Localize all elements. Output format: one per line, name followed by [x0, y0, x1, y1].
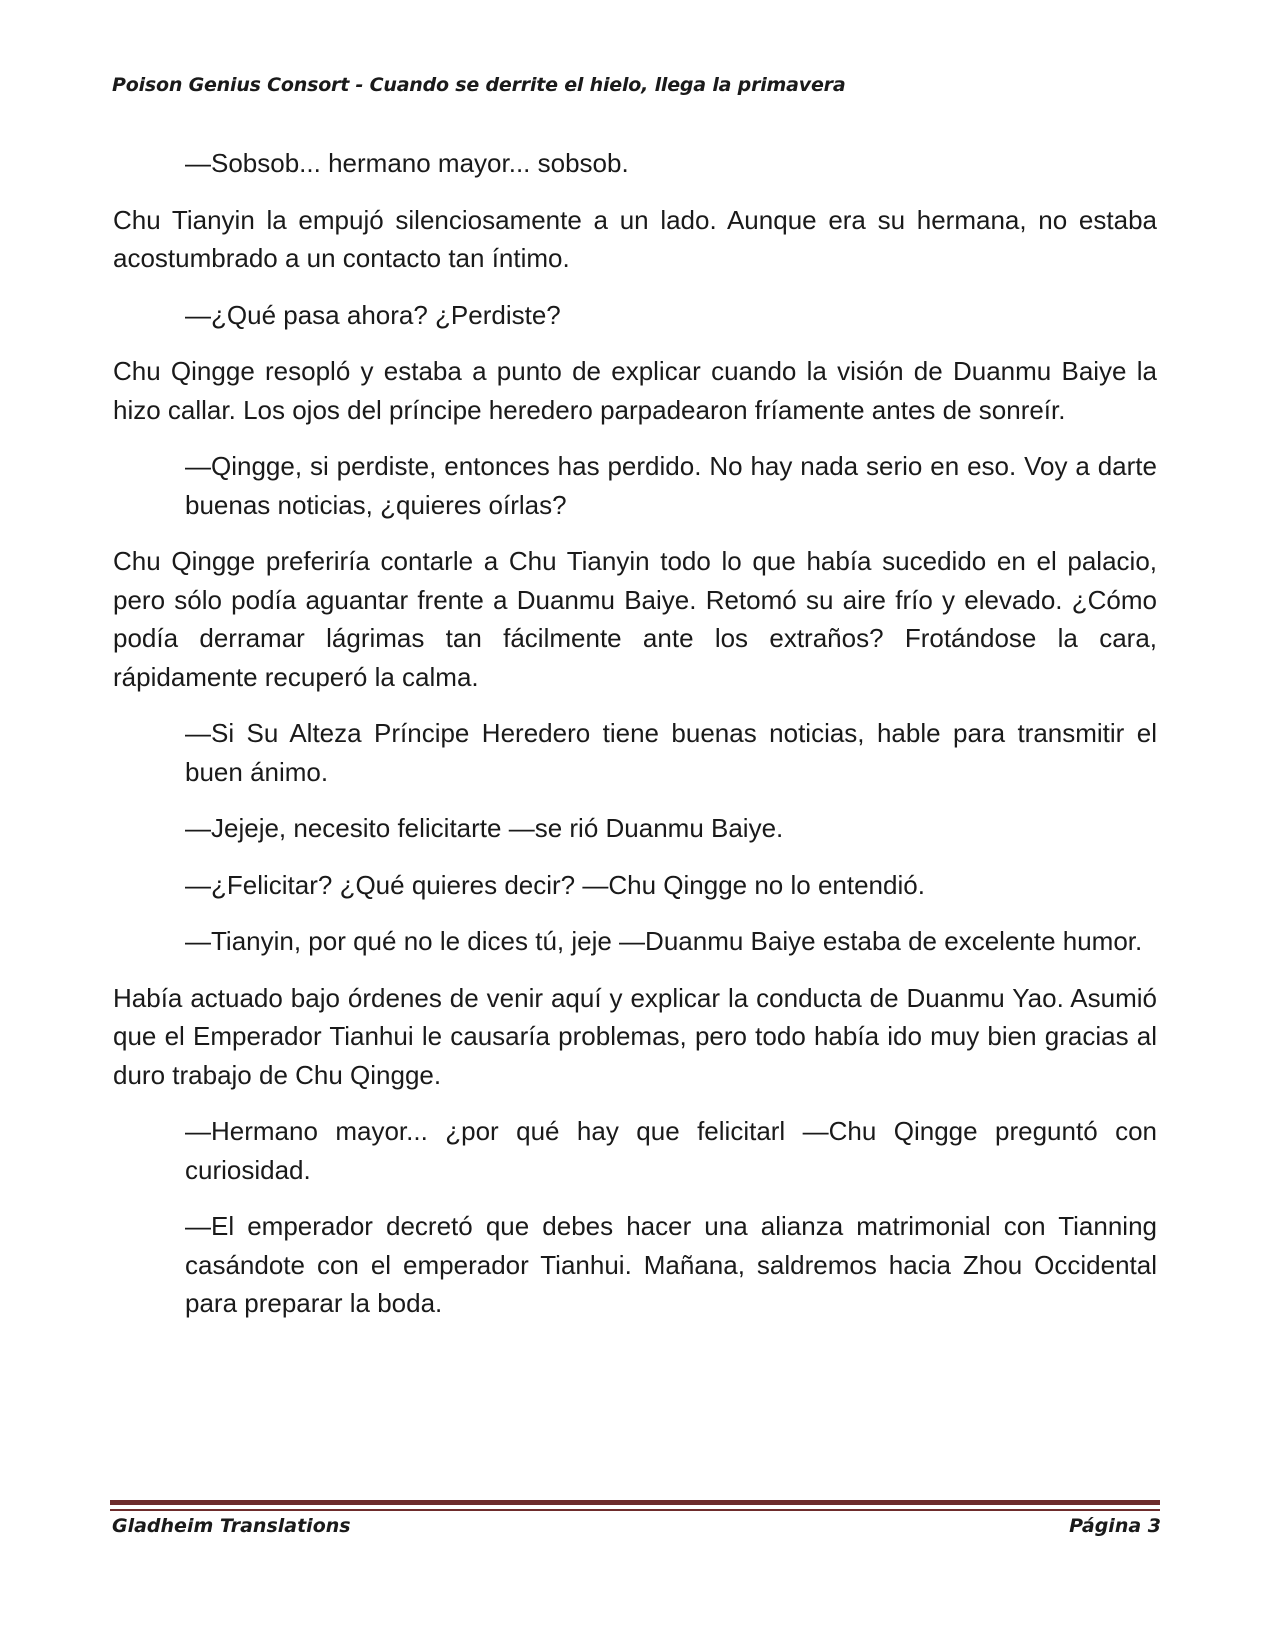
dialogue-paragraph: —El emperador decretó que debes hacer una alianza matrimonial con Tianning casándote con el emperador Tianhui. Mañana, saldremos hacia Zhou Occidental para preparar la boda. [185, 1211, 1157, 1318]
running-header: Poison Genius Consort - Cuando se derrite el hielo, llega la primavera [112, 74, 846, 96]
dialogue-paragraph: —Qingge, si perdiste, entonces has perdido. No hay nada serio en eso. Voy a darte buenas noticias, ¿quieres oírlas? [185, 451, 1157, 520]
body-text [113, 144, 1157, 1341]
dialogue-paragraph: —Si Su Alteza Príncipe Heredero tiene buenas noticias, hable para transmitir el buen ánimo. [185, 718, 1157, 787]
dialogue-paragraph: —Jejeje, necesito felicitarte —se rió Duanmu Baiye. [185, 813, 784, 843]
dialogue-paragraph: —¿Qué pasa ahora? ¿Perdiste? [185, 299, 561, 330]
page-number: Página 3 [1069, 1515, 1161, 1537]
narration-paragraph: Chu Qingge resopló y estaba a punto de explicar cuando la visión de Duanmu Baiye la hizo callar. Los ojos del príncipe heredero parpadearon fríamente antes de sonreír. [113, 356, 1157, 425]
footer-translator: Gladheim Translations [112, 1515, 351, 1537]
footer-rule-thick [110, 1500, 1160, 1505]
dialogue-paragraph: —Tianyin, por qué no le dices tú, jeje —Duanmu Baiye estaba de excelente humor. [185, 926, 1143, 956]
dialogue-paragraph: —¿Felicitar? ¿Qué quieres decir? —Chu Qingge no lo entendió. [185, 869, 925, 900]
narration-paragraph: Había actuado bajo órdenes de venir aquí y explicar la conducta de Duanmu Yao. Asumió que el Emperador Tianhui le causaría problemas, pero todo había ido muy bien gracias al duro trabajo de Chu Qingge. [113, 982, 1157, 1090]
dialogue-paragraph: —Hermano mayor... ¿por qué hay que felicitarl —Chu Qingge preguntó con curiosidad. [185, 1116, 1157, 1185]
narration-paragraph: Chu Tianyin la empujó silenciosamente a un lado. Aunque era su hermana, no estaba acostumbrado a un contacto tan íntimo. [113, 204, 1157, 273]
footer-rule-thin [110, 1509, 1160, 1511]
narration-paragraph: Chu Qingge preferiría contarle a Chu Tianyin todo lo que había sucedido en el palacio, pero sólo podía aguantar frente a Duanmu Baiye. Retomó su aire frío y elevado. ¿Cómo podía derramar lágrimas tan fácilmente ante los extraños? Frotándose la cara, rápidamente recuperó la calma. [113, 546, 1157, 692]
dialogue-paragraph: —Sobsob... hermano mayor... sobsob. [185, 148, 629, 178]
